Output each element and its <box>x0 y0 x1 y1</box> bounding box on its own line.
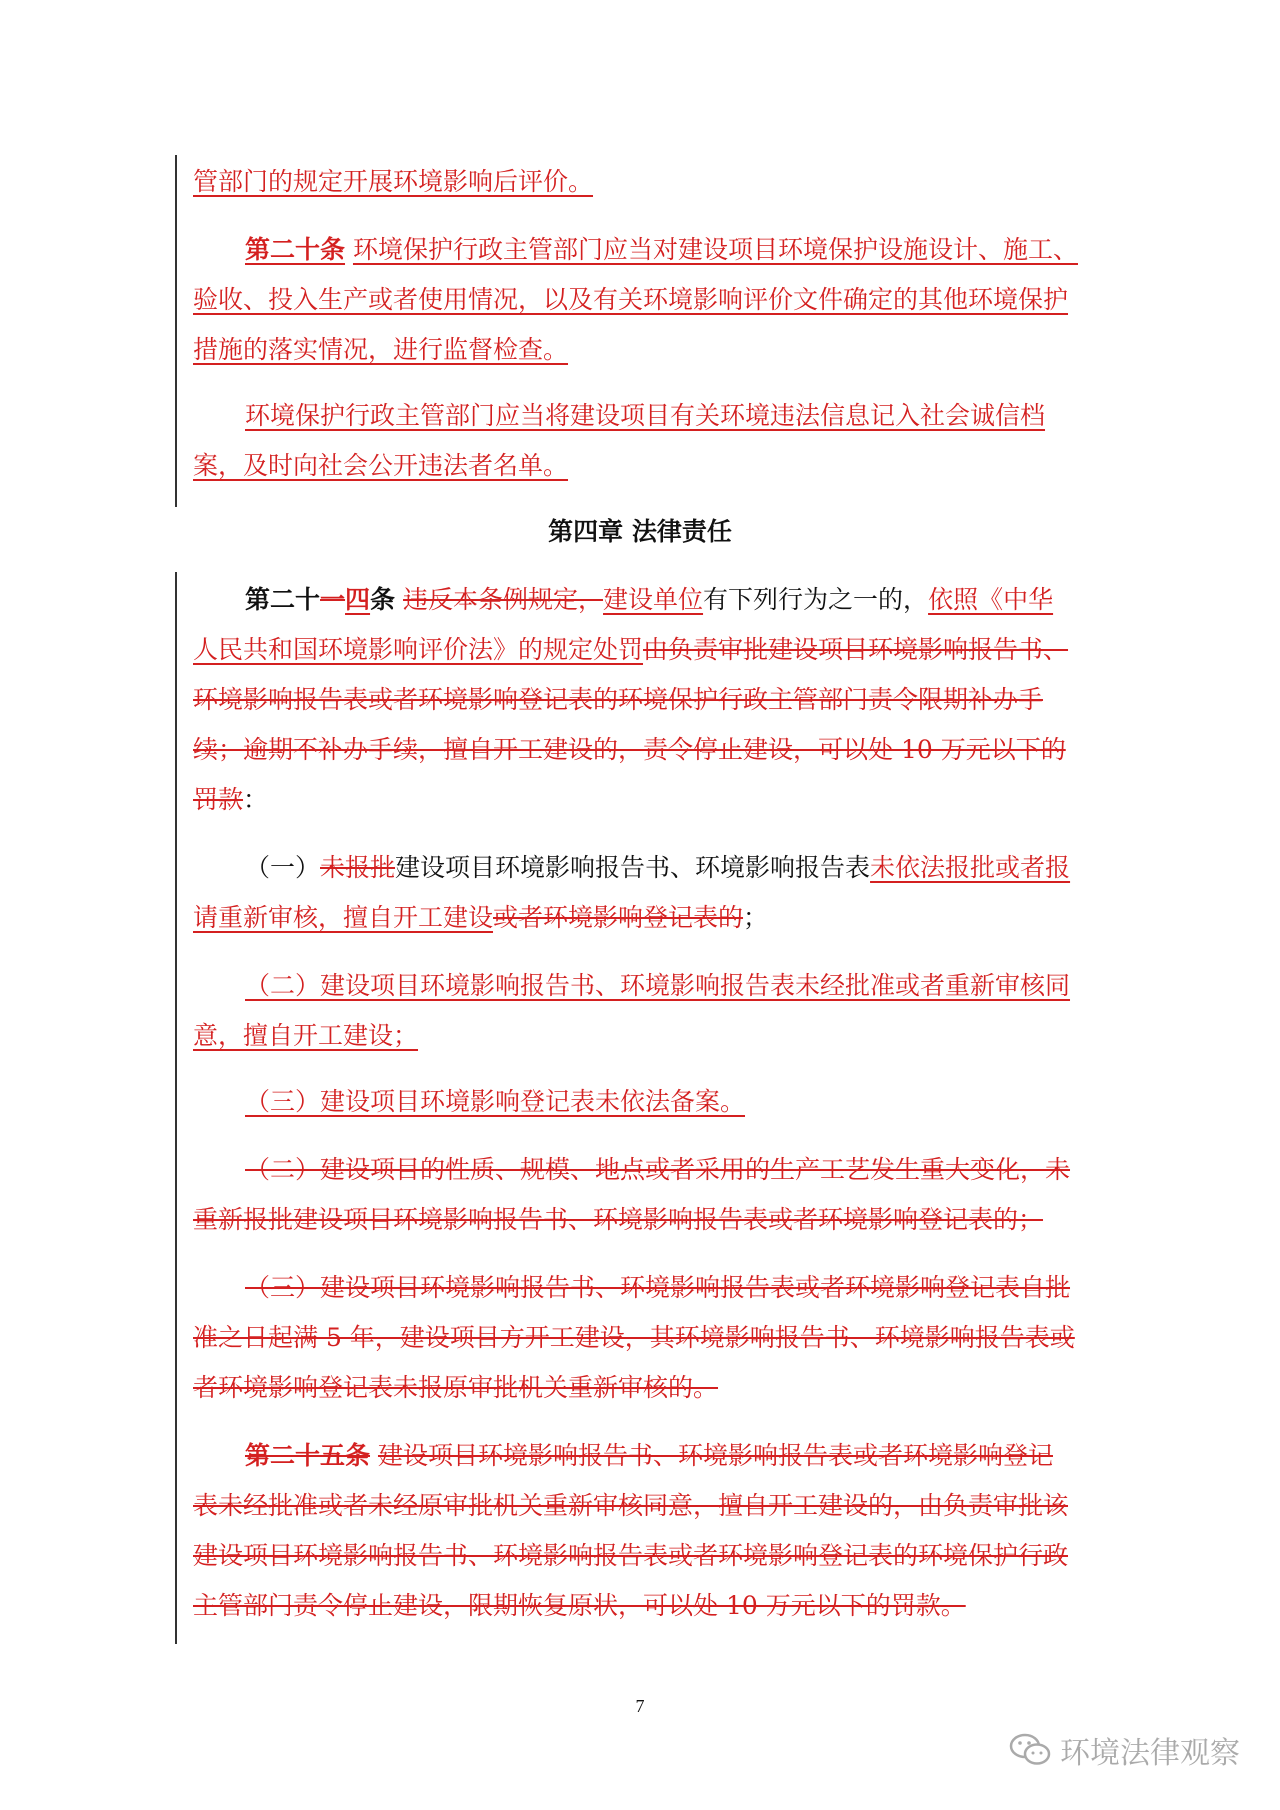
inserted-text: （三）建设项目环境影响登记表未依法备案。 <box>245 1087 746 1116</box>
deleted-text: 续；逾期不补办手续，擅自开工建设的，责令停止建设，可以处 10 万元以下的 <box>193 735 1066 764</box>
inserted-text: 措施的落实情况，进行监督检查。 <box>193 335 569 364</box>
paragraph-line <box>193 784 268 820</box>
deleted-text: 重新报批建设项目环境影响报告书、环境影响报告表或者环境影响登记表的； <box>193 1205 1044 1234</box>
paragraph-line <box>193 902 768 938</box>
deleted-text: 表未经批准或者未经原审批机关重新审核同意，擅自开工建设的，由负责审批该 <box>193 1491 1069 1520</box>
paragraph-line <box>193 284 1068 320</box>
inserted-text: 意，擅自开工建设； <box>193 1021 419 1050</box>
paragraph-line <box>193 334 568 370</box>
paragraph-line <box>193 1590 966 1626</box>
paragraph-line <box>193 1372 718 1408</box>
paragraph-line <box>193 1204 1043 1240</box>
deleted-text: 罚款 <box>193 785 244 814</box>
page-number: 7 <box>635 1696 645 1716</box>
paragraph-line <box>193 1490 1068 1526</box>
plain-text: ； <box>743 903 769 932</box>
inserted-text: 案，及时向社会公开违法者名单。 <box>193 451 569 480</box>
deleted-text: （三）建设项目环境影响报告书、环境影响报告表或者环境影响登记表自批 <box>245 1273 1071 1302</box>
article-title: 第二十五条 <box>245 1441 371 1470</box>
paragraph-line <box>193 634 1068 670</box>
plain-text: ： <box>243 785 269 814</box>
deleted-text: 者环境影响登记表未报原审批机关重新审核的。 <box>193 1373 719 1402</box>
deleted-text: 违反本条例规定， <box>403 585 604 614</box>
paragraph-line <box>193 166 593 202</box>
revision-change-bar <box>175 572 177 1644</box>
inserted-text: 未依法报批或者报 <box>870 853 1071 882</box>
inserted-text: （二）建设项目环境影响报告书、环境影响报告表未经批准或者重新审核同 <box>245 971 1071 1000</box>
wechat-icon <box>1008 1732 1052 1768</box>
inserted-text: 管部门的规定开展环境影响后评价。 <box>193 167 594 196</box>
deleted-text: 或者环境影响登记表的 <box>493 903 744 932</box>
chapter-heading: 第四章 法律责任 <box>548 517 732 546</box>
deleted-text: （二）建设项目的性质、规模、地点或者采用的生产工艺发生重大变化，未 <box>245 1155 1071 1184</box>
inserted-text: 四 <box>345 585 371 614</box>
paragraph-line <box>245 970 1070 1006</box>
article-title: 第二十条 <box>245 235 346 264</box>
inserted-text: 请重新审核，擅自开工建设 <box>193 903 494 932</box>
plain-text: 有下列行为之一的， <box>703 585 929 614</box>
inserted-text: 验收、投入生产或者使用情况，以及有关环境影响评价文件确定的其他环境保护 <box>193 285 1069 314</box>
article-title: 第二十 <box>245 585 321 614</box>
paragraph-line <box>245 1154 1070 1190</box>
paragraph-line <box>245 1440 1053 1476</box>
deleted-text: 建设项目环境影响报告书、环境影响报告表或者环境影响登记表的环境保护行政 <box>193 1541 1069 1570</box>
paragraph-line <box>245 1086 745 1122</box>
deleted-text: 未报批 <box>320 853 396 882</box>
paragraph-line <box>193 1322 1075 1358</box>
deleted-text: 建设项目环境影响报告书、环境影响报告表或者环境影响登记 <box>377 1441 1053 1470</box>
paragraph-line <box>245 852 1070 888</box>
deleted-text: 一 <box>320 585 346 614</box>
deleted-text: 由负责审批建设项目环境影响报告书、 <box>643 635 1069 664</box>
watermark <box>1008 1728 1240 1772</box>
paragraph-line <box>193 1020 418 1056</box>
paragraph-line <box>245 584 1053 620</box>
article-title: 条 <box>370 585 396 614</box>
inserted-text: 建设单位 <box>603 585 704 614</box>
paragraph-line <box>193 450 568 486</box>
paragraph-line <box>245 234 1078 270</box>
deleted-text: 环境影响报告表或者环境影响登记表的环境保护行政主管部门责令限期补办手 <box>193 685 1044 714</box>
inserted-text: 依照《中华 <box>928 585 1054 614</box>
deleted-text: 主管部门责令停止建设，限期恢复原状，可以处 10 万元以下的罚款。 <box>193 1591 966 1620</box>
revision-change-bar <box>175 155 177 507</box>
inserted-text: 环境保护行政主管部门应当将建设项目有关环境违法信息记入社会诚信档 <box>245 401 1046 430</box>
plain-text: 建设项目环境影响报告书、环境影响报告表 <box>395 853 871 882</box>
paragraph-line <box>193 1540 1068 1576</box>
deleted-text: 准之日起满 5 年，建设项目方开工建设，其环境影响报告书、环境影响报告表或 <box>193 1323 1075 1352</box>
watermark-text: 环境法律观察 <box>1060 1736 1240 1771</box>
inserted-text: 环境保护行政主管部门应当对建设项目环境保护设施设计、施工、 <box>352 235 1078 264</box>
plain-text: （一） <box>245 853 321 882</box>
inserted-text: 人民共和国环境影响评价法》的规定处罚 <box>193 635 644 664</box>
paragraph-line <box>193 734 1066 770</box>
paragraph-line <box>245 1272 1070 1308</box>
paragraph-line <box>245 400 1045 436</box>
paragraph-line <box>193 684 1043 720</box>
